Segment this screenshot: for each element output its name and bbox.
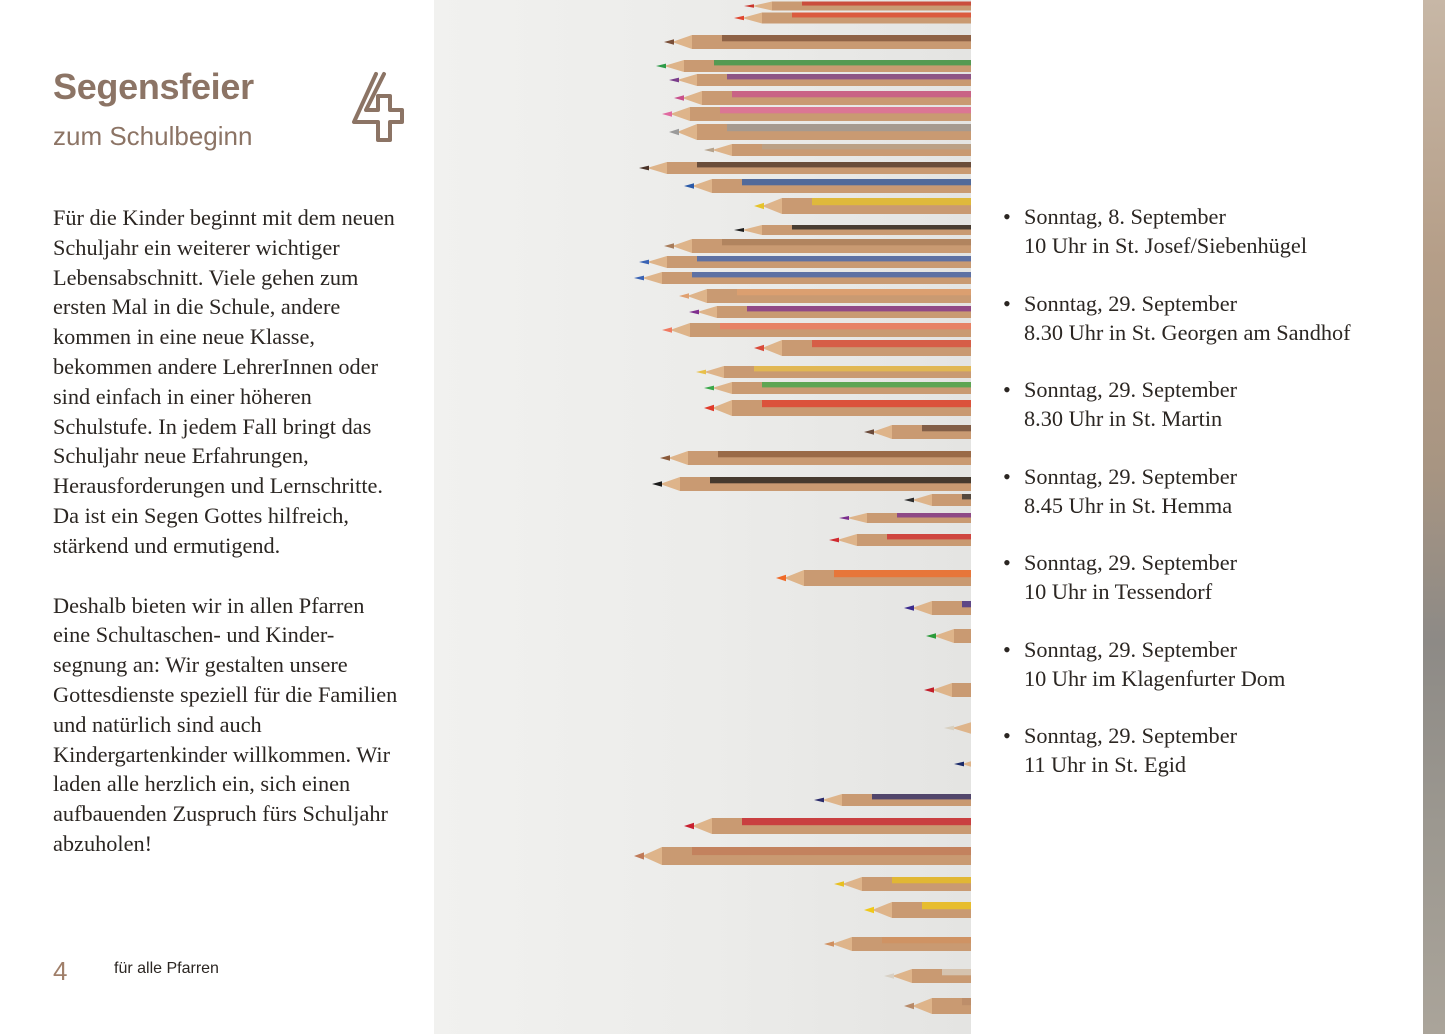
- next-page-photo-edge: [1423, 0, 1445, 1034]
- pencil: [829, 534, 971, 546]
- event-date: Sonntag, 29. September: [1024, 723, 1238, 748]
- bullet-point: •: [1003, 290, 1011, 316]
- left-column: [0, 0, 434, 1034]
- event-date: Sonntag, 29. September: [1024, 463, 1238, 489]
- footer-label: für alle Pfarren: [114, 960, 219, 977]
- event-time-place: 10 Uhr in St. Josef/Siebenhügel: [1024, 233, 1308, 258]
- bullet-point: •: [1003, 636, 1011, 662]
- pencil: [634, 272, 971, 284]
- pencil: [634, 847, 971, 865]
- event-time-place: 8.30 Uhr in St. Martin: [1024, 406, 1223, 431]
- event-time-place: 11 Uhr in St. Egid: [1024, 752, 1187, 777]
- pencil: [662, 107, 971, 121]
- page-title: Segensfeier: [53, 66, 254, 107]
- pencil: [734, 13, 971, 24]
- event-item: [1003, 289, 1403, 347]
- event-time-place: 8.45 Uhr in St. Hemma: [1024, 492, 1233, 518]
- pencil: [944, 722, 971, 734]
- pencil: [704, 400, 971, 416]
- pencil: [660, 451, 971, 465]
- pencil: [704, 382, 971, 394]
- pencil: [864, 425, 971, 439]
- colored-pencils-illustration: [434, 0, 971, 1034]
- pencil: [664, 239, 971, 253]
- pencil: [926, 629, 971, 643]
- pencil: [839, 513, 971, 523]
- bullet-point: •: [1003, 463, 1011, 489]
- pencil: [904, 494, 971, 506]
- bullet-point: •: [1003, 204, 1011, 229]
- pencil: [704, 144, 971, 156]
- event-date: Sonntag, 29. September: [1024, 290, 1238, 316]
- pencil: [864, 902, 971, 918]
- pencil: [754, 340, 971, 356]
- pencil: [924, 683, 971, 697]
- pencil: [689, 306, 971, 318]
- colored-pencils-photo: [434, 0, 971, 1034]
- pencil: [662, 323, 971, 337]
- event-item: [1003, 202, 1403, 260]
- number-four-cross-logo-icon: [346, 70, 408, 144]
- pencil: [684, 818, 971, 834]
- pencil: [684, 179, 971, 193]
- intro-paragraph-2: Deshalb bieten wir in allen Pfarren eine Schultaschen- und Kinder-segnung an: Wir gestalten unsere Gottesdienste speziell für die Familien und natürlich sind auch Kindergartenkinder willkommen. Wir laden alle herzlich ein, sich einen aufbauenden Zuspruch fürs Schuljahr abzuholen!: [53, 592, 398, 856]
- event-item: [1003, 462, 1403, 520]
- pencil: [679, 289, 971, 303]
- pencil: [652, 477, 971, 491]
- pencil: [824, 937, 971, 951]
- pencil: [696, 366, 971, 378]
- pencil: [754, 198, 971, 214]
- pencil: [884, 969, 971, 983]
- pencil: [669, 74, 971, 86]
- bullet-point: •: [1003, 723, 1011, 748]
- pencil: [776, 570, 971, 586]
- pencil: [639, 162, 971, 174]
- pencil: [904, 601, 971, 615]
- event-item: [1003, 375, 1403, 433]
- pencil: [904, 998, 971, 1014]
- event-date: Sonntag, 8. September: [1024, 204, 1226, 229]
- pencil: [669, 124, 971, 140]
- event-time-place: 10 Uhr in Tessendorf: [1024, 579, 1213, 604]
- intro-text: [53, 203, 403, 889]
- event-item: [1003, 548, 1403, 606]
- pencil: [656, 60, 971, 72]
- event-date: Sonntag, 29. September: [1024, 636, 1238, 662]
- pencil: [814, 794, 971, 806]
- pencil: [639, 256, 971, 268]
- event-date: Sonntag, 29. September: [1024, 377, 1238, 402]
- event-time-place: 10 Uhr im Klagenfurter Dom: [1024, 665, 1286, 691]
- pencil: [674, 91, 971, 105]
- pencil: [954, 758, 971, 770]
- pencil: [744, 2, 971, 11]
- intro-paragraph-1: Für die Kinder beginnt mit dem neuen Schuljahr ein weiterer wichtiger Lebensabschnitt. Viele gehen zum ersten Mal in die Schule, andere kommen in eine neue Klasse, bekommen andere LehrerInnen oder sind einfach in einer höheren Schulstufe. In jedem Fall bringt das Schuljahr neue Erfahrungen, Herausforderungen und Lernschritte. Da ist ein Segen Gottes hilfreich, stärkend und ermutigend.: [53, 205, 395, 558]
- event-item: [1003, 635, 1403, 693]
- bullet-point: •: [1003, 377, 1011, 402]
- pencil: [664, 35, 971, 49]
- pencil: [834, 877, 971, 891]
- bullet-point: •: [1003, 550, 1011, 575]
- event-item: [1003, 721, 1403, 779]
- page-subtitle: zum Schulbeginn: [53, 121, 253, 151]
- page-number: 4: [53, 956, 68, 986]
- event-date: Sonntag, 29. September: [1024, 550, 1238, 575]
- event-time-place: 8.30 Uhr in St. Georgen am Sandhof: [1024, 319, 1351, 345]
- event-list: [1003, 202, 1403, 808]
- pencil: [734, 225, 971, 235]
